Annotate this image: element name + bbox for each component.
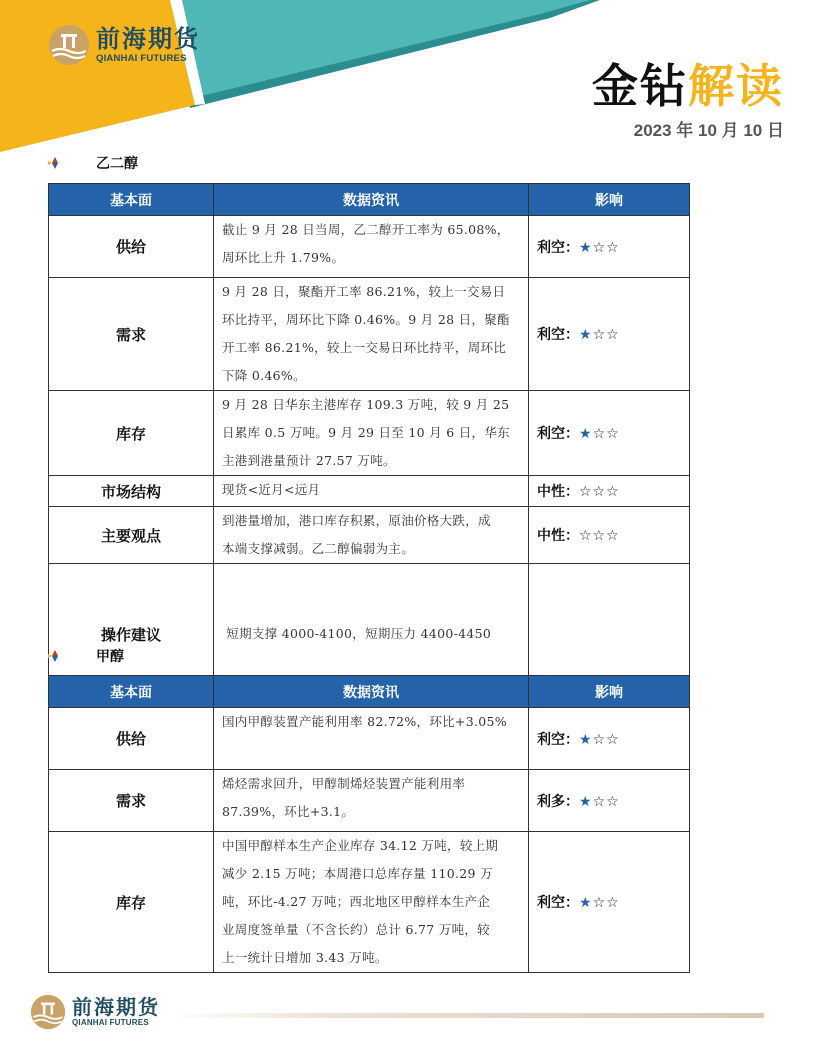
empty-star-icon: ☆☆	[592, 239, 620, 256]
content-line: 上一统计日增加 3.43 万吨。	[222, 950, 388, 965]
rating-stars-icon	[579, 794, 620, 810]
content-line: 中国甲醇样本生产企业库存 34.12 万吨，较上期	[222, 838, 499, 853]
report-title-part1: 金钻	[592, 59, 688, 113]
empty-star-icon: ☆☆☆	[579, 484, 620, 500]
content-line: 本端支撑减弱。乙二醇偏弱为主。	[222, 541, 415, 556]
column-header: 数据资讯	[214, 676, 529, 708]
content-line: 9 月 28 日，聚酯开工率 86.21%，较上一交易日	[222, 284, 506, 299]
row-content	[214, 770, 529, 832]
effect-label: 利空：	[537, 327, 579, 343]
content-line: 开工率 86.21%，较上一交易日环比持平，周环比	[222, 340, 507, 355]
row-key: 需求	[49, 770, 214, 832]
content-line: 下降 0.46%。	[222, 368, 306, 383]
filled-star-icon: ★	[579, 895, 593, 911]
table-row	[49, 507, 690, 564]
content-line: 主港到港量预计 27.57 万吨。	[222, 453, 396, 468]
table-header-row	[49, 676, 690, 708]
section-title-text: 乙二醇	[96, 156, 138, 172]
row-content	[214, 216, 529, 278]
table-row	[49, 278, 690, 391]
bullet-icon	[48, 157, 62, 169]
table-row	[49, 391, 690, 476]
row-effect	[529, 832, 690, 973]
rating-stars-icon	[579, 484, 620, 500]
content-line: 吨，环比-4.27 万吨；西北地区甲醇样本生产企	[222, 894, 491, 909]
content-line: 烯烃需求回升，甲醇制烯烃装置产能利用率	[222, 776, 466, 791]
column-header: 影响	[529, 184, 690, 216]
row-key: 供给	[49, 216, 214, 278]
empty-star-icon: ☆☆	[592, 793, 620, 810]
effect-label: 中性：	[537, 528, 579, 544]
logo-chinese-name: 前海期货	[96, 23, 200, 53]
row-key: 库存	[49, 391, 214, 476]
report-title	[592, 50, 784, 116]
row-effect	[529, 278, 690, 391]
row-content	[214, 832, 529, 973]
row-key: 库存	[49, 832, 214, 973]
content-line: 9 月 28 日华东主港库存 109.3 万吨，较 9 月 25	[222, 397, 510, 412]
table-row	[49, 708, 690, 770]
company-logo	[48, 24, 200, 66]
wave-logo-icon	[48, 24, 90, 66]
rating-stars-icon	[579, 327, 620, 343]
content-line: 环比持平，周环比下降 0.46%。9 月 28 日，聚酯	[222, 312, 510, 327]
footer-divider	[170, 1013, 764, 1018]
effect-label: 利空：	[537, 239, 579, 256]
row-effect	[529, 507, 690, 564]
table-row	[49, 832, 690, 973]
empty-star-icon: ☆☆☆	[579, 528, 620, 544]
table-row	[49, 476, 690, 507]
effect-label: 利空：	[537, 895, 579, 911]
wave-logo-icon	[30, 994, 66, 1030]
effect-label: 利空：	[537, 731, 579, 748]
rating-stars-icon	[579, 895, 620, 911]
content-line: 现货<近月<远月	[222, 482, 321, 497]
filled-star-icon: ★	[579, 327, 593, 343]
table-row	[49, 770, 690, 832]
footer-logo	[30, 994, 160, 1030]
empty-star-icon: ☆☆	[592, 327, 620, 343]
methanol-fundamentals-table	[48, 675, 690, 973]
filled-star-icon: ★	[579, 731, 593, 748]
content-line: 周环比上升 1.79%。	[222, 250, 345, 265]
row-effect	[529, 391, 690, 476]
column-header: 影响	[529, 676, 690, 708]
row-key: 需求	[49, 278, 214, 391]
row-content	[214, 507, 529, 564]
content-line: 87.39%，环比+3.1。	[222, 804, 355, 819]
filled-star-icon: ★	[579, 426, 593, 442]
empty-star-icon: ☆☆	[592, 895, 620, 911]
empty-star-icon: ☆☆	[592, 426, 620, 442]
bullet-icon	[48, 650, 62, 662]
rating-stars-icon	[579, 426, 620, 442]
table-row	[49, 216, 690, 278]
row-key: 市场结构	[49, 476, 214, 507]
content-line: 到港量增加，港口库存积累，原油价格大跌，成	[222, 513, 491, 528]
effect-label: 中性：	[537, 484, 579, 500]
rating-stars-icon	[579, 528, 620, 544]
report-title-part2: 解读	[688, 59, 784, 113]
content-line: 国内甲醇装置产能利用率 82.72%，环比+3.05%	[222, 714, 507, 729]
row-content	[214, 476, 529, 507]
content-line: 减少 2.15 万吨；本周港口总库存量 110.29 万	[222, 866, 493, 881]
table-header-row	[49, 184, 690, 216]
content-line: 日累库 0.5 万吨。9 月 29 日至 10 月 6 日，华东	[222, 425, 510, 440]
content-line: 截止 9 月 28 日当周，乙二醇开工率为 65.08%，	[222, 222, 510, 237]
content-line: 业周度签单量（不含长约）总计 6.77 万吨，较	[222, 922, 490, 937]
row-content	[214, 708, 529, 770]
row-key: 主要观点	[49, 507, 214, 564]
row-key: 操作建议	[49, 564, 214, 705]
empty-star-icon: ☆☆	[592, 731, 620, 748]
effect-label: 利空：	[537, 426, 579, 442]
section-title-text: 甲醇	[96, 649, 124, 665]
logo-chinese-name: 前海期货	[72, 995, 160, 1019]
row-content	[214, 278, 529, 391]
row-content	[214, 391, 529, 476]
row-effect	[529, 216, 690, 278]
logo-english-name: QIANHAI FUTURES	[96, 52, 187, 64]
row-effect	[529, 770, 690, 832]
filled-star-icon: ★	[579, 239, 593, 256]
content-line: 短期支撑 4000-4100，短期压力 4400-4450	[222, 626, 492, 641]
row-key: 供给	[49, 708, 214, 770]
logo-english-name: QIANHAI FUTURES	[72, 1018, 149, 1027]
effect-label: 利多：	[537, 793, 579, 810]
rating-stars-icon	[579, 240, 620, 256]
meg-fundamentals-table	[48, 183, 690, 705]
report-date: 2023 年 10 月 10 日	[633, 121, 784, 140]
section-title-methanol	[48, 646, 124, 666]
row-effect	[529, 476, 690, 507]
section-title-meg	[48, 153, 138, 173]
filled-star-icon: ★	[579, 793, 593, 810]
rating-stars-icon	[579, 732, 620, 748]
column-header: 基本面	[49, 184, 214, 216]
column-header: 数据资讯	[214, 184, 529, 216]
row-effect	[529, 708, 690, 770]
column-header: 基本面	[49, 676, 214, 708]
